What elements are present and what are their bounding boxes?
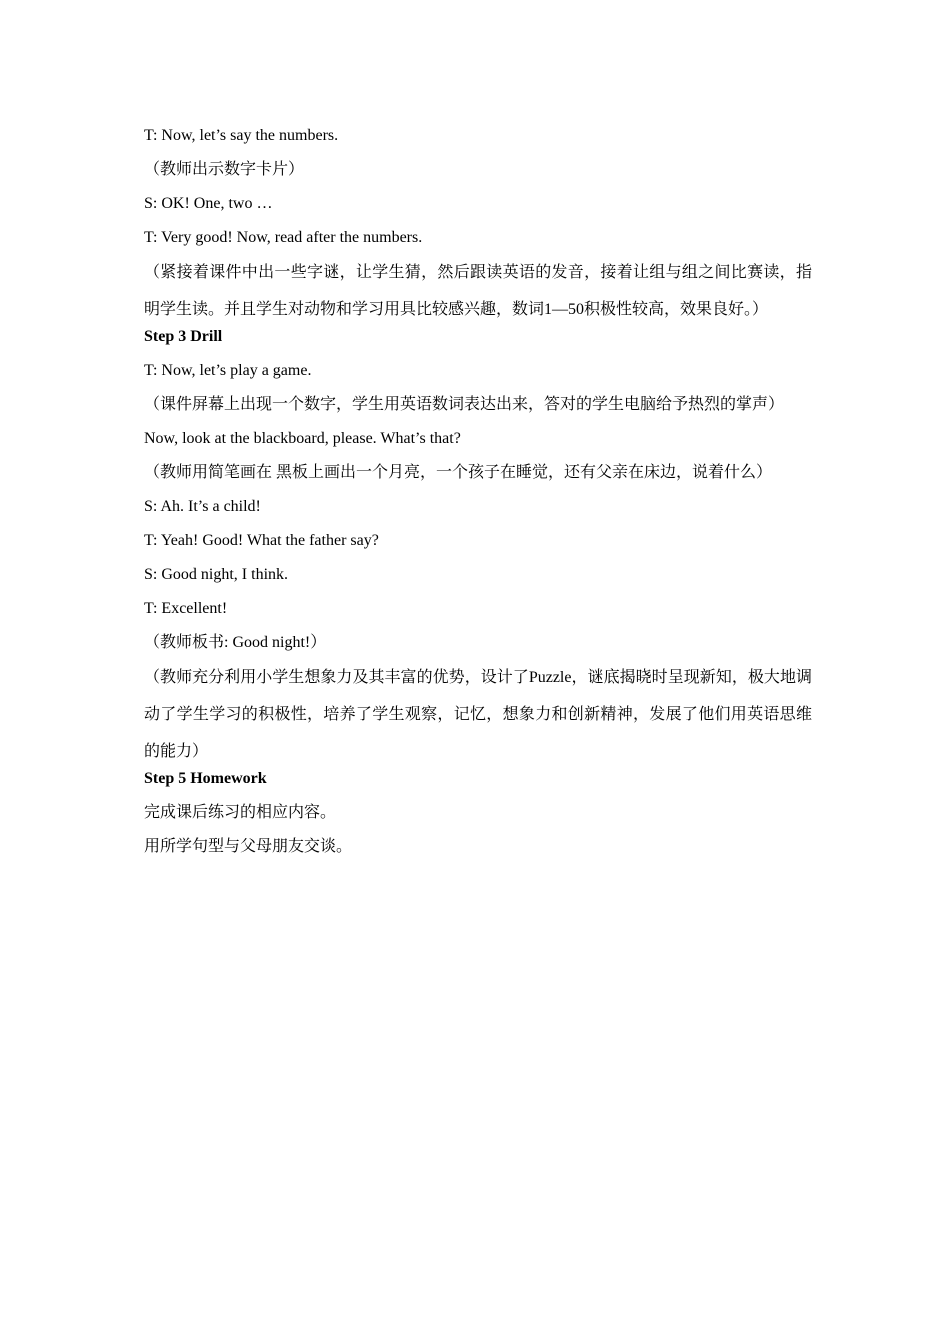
blackboard-note: （教师板书: Good night!） bbox=[144, 634, 327, 651]
dialogue-line: Now, look at the blackboard, please. What’s that? bbox=[144, 430, 461, 447]
dialogue-line: T: Excellent! bbox=[144, 600, 228, 617]
dialogue-line: T: Yeah! Good! What the father say? bbox=[144, 532, 379, 549]
dialogue-line: S: Good night, I think. bbox=[144, 566, 289, 583]
document-body bbox=[144, 126, 812, 871]
dialogue-line: T: Now, let’s play a game. bbox=[144, 362, 312, 379]
dialogue-line: T: Very good! Now, read after the numbers. bbox=[144, 229, 423, 246]
teacher-action-note: （教师出示数字卡片） bbox=[144, 161, 305, 178]
teacher-action-note: （教师用简笔画在 黑板上画出一个月亮，一个孩子在睡觉，还有父亲在床边，说着什么） bbox=[144, 464, 773, 481]
teaching-note-paragraph: （紧接着课件中出一些字谜，让学生猜，然后跟读英语的发音，接着让组与组之间比赛读，指明学生读。并且学生对动物和学习用具比较感兴趣，数词1—50积极性较高，效果良好。） bbox=[144, 264, 812, 318]
teaching-note-paragraph: （教师充分利用小学生想象力及其丰富的优势，设计了Puzzle，谜底揭晓时呈现新知，极大地调动了学生学习的积极性，培养了学生观察，记忆，想象力和创新精神，发展了他们用英语思维的能力） bbox=[144, 669, 812, 760]
homework-item: 用所学句型与父母朋友交谈。 bbox=[144, 838, 353, 855]
teacher-action-note: （课件屏幕上出现一个数字，学生用英语数词表达出来，答对的学生电脑给予热烈的掌声） bbox=[144, 396, 785, 413]
step3-heading: Step 3 Drill bbox=[144, 328, 223, 345]
homework-item: 完成课后练习的相应内容。 bbox=[144, 804, 337, 821]
dialogue-line: S: OK! One, two … bbox=[144, 195, 273, 212]
dialogue-line: S: Ah. It’s a child! bbox=[144, 498, 261, 515]
dialogue-line: T: Now, let’s say the numbers. bbox=[144, 127, 339, 144]
step5-heading: Step 5 Homework bbox=[144, 770, 267, 787]
